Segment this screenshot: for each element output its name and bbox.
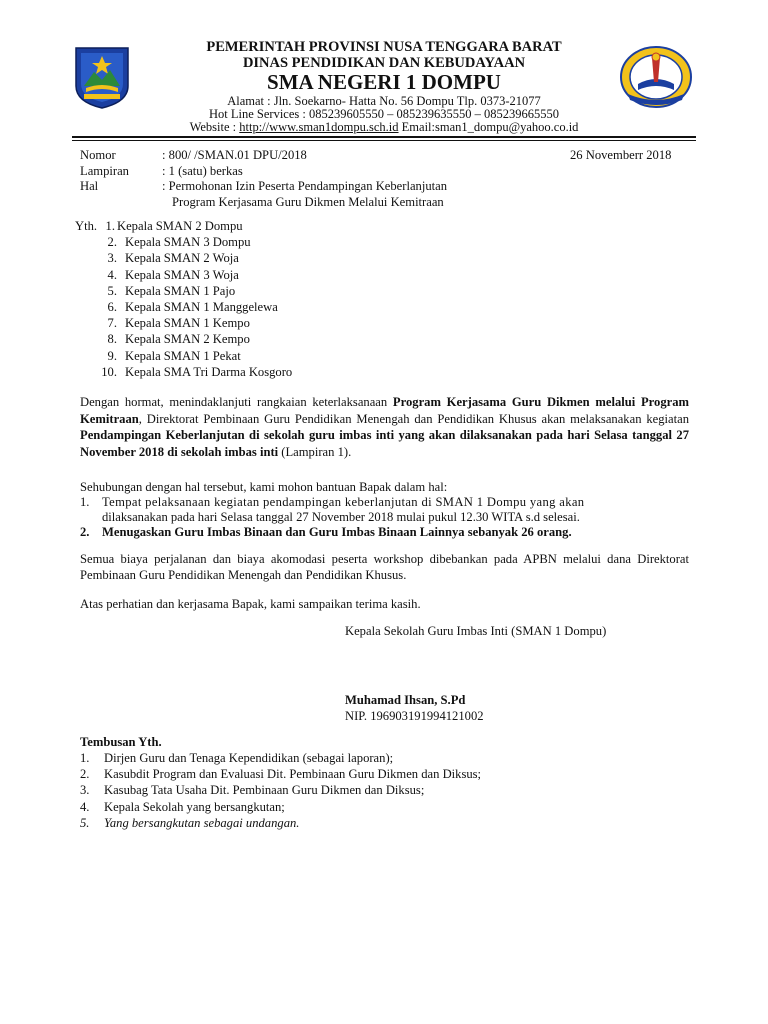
paragraph-1 [80,394,689,460]
website-link[interactable]: http://www.sman1dompu.sch.id [239,120,399,134]
lampiran-value: : 1 (satu) berkas [162,164,243,178]
recipient-name: Kepala SMAN 2 Woja [125,251,239,266]
point-2-text: Menugaskan Guru Imbas Binaan dan Guru Imbas Binaan Lainnya sebanyak 26 orang. [102,525,572,539]
recipient-name: Kepala SMA Tri Darma Kosgoro [125,364,293,379]
hal-value-2: Program Kerjasama Guru Dikmen Melalui Kemitraan [172,195,444,209]
cc-text: Yang bersangkutan sebagai undangan. [104,815,300,830]
recipient-number: 10. [101,364,117,379]
recipient-number: 2. [107,235,117,250]
signature-nip: NIP. 196903191994121002 [345,709,484,723]
website-label: Website : [189,120,240,134]
cc-text: Kepala Sekolah yang bersangkutan; [104,799,285,814]
header-line2: DINAS PENDIDIKAN DAN KEBUDAYAAN [242,55,526,71]
recipient-number: 8. [107,332,117,347]
signature-name: Muhamad Ihsan, S.Pd [345,693,466,707]
point-1-text-2: dilaksanakan pada hari Selasa tanggal 27 November 2018 mulai pukul 12.30 WITA s.d selesai. [102,510,580,524]
header-hotline: Hot Line Services : 085239605550 – 085239635550 – 085239665550 [209,107,559,121]
meta-hal [80,179,700,195]
signature-position: Kepala Sekolah Guru Imbas Inti (SMAN 1 Dompu) [345,624,607,638]
hal-label: Hal [80,179,99,193]
p1-text-e: (Lampiran 1). [278,444,352,459]
recipient-number: 3. [107,251,117,266]
recipient-number: 7. [107,316,117,331]
meta-hal-2 [80,195,700,211]
school-name: SMA NEGERI 1 DOMPU [267,70,501,94]
cc-text: Kasubdit Program dan Evaluasi Dit. Pembinaan Guru Dikmen dan Diksus; [104,767,482,782]
header-rule-thin [72,140,696,141]
cc-number: 1. [80,751,90,765]
p1-text-c: , Direktorat Pembinaan Guru Pendidikan Menengah dan Pendidikan Khusus akan melaksanakan kegiatan [138,411,689,426]
lampiran-label: Lampiran [80,164,129,178]
cc-number: 2. [80,767,90,782]
meta-lampiran [80,164,700,180]
recipient-name: Kepala SMAN 2 Dompu [117,219,243,233]
paragraph-4: Atas perhatian dan kerjasama Bapak, kami sampaikan terima kasih. [80,597,421,611]
point-1-text-1: Tempat pelaksanaan kegiatan pendampingan keberlanjutan di SMAN 1 Dompu yang akan [102,495,585,509]
recipient-number: 5. [107,283,117,298]
p1-program-name: Program Kerjasama Guru Dikmen melalui Program Kemitraan [80,395,689,426]
recipient-name: Kepala SMAN 1 Kempo [125,316,250,331]
nomor-value: : 800/ /SMAN.01 DPU/2018 [162,148,307,162]
p1-activity: Pendampingan Keberlanjutan di sekolah guru imbas inti yang akan dilaksanakan pada hari Selasa tanggal 27 November 2018 di sekolah imbas inti [80,428,689,459]
meta-nomor [80,148,700,164]
header-address: Alamat : Jln. Soekarno- Hatta No. 56 Dompu Tlp. 0373-21077 [227,94,541,108]
header-line1: PEMERINTAH PROVINSI NUSA TENGGARA BARAT [206,39,562,55]
recipient-name: Kepala SMAN 3 Dompu [125,235,251,250]
recipient-name: Kepala SMAN 2 Kempo [125,332,250,347]
cc-number: 5. [80,815,90,830]
recipient-name: Kepala SMAN 3 Woja [125,267,239,282]
hal-value-1: : Permohonan Izin Peserta Pendampingan Keberlanjutan [162,179,448,193]
p1-text-a: Dengan hormat, menindaklanjuti rangkaian keterlaksanaan [80,395,393,409]
header-rule-thick [72,136,696,138]
recipient-number: 1. [105,219,115,233]
cc-text: Dirjen Guru dan Tenaga Kependidikan (sebagai laporan); [104,751,394,765]
recipient-number: 9. [107,348,117,363]
recipient-name: Kepala SMAN 1 Manggelewa [125,300,278,314]
recipient-name: Kepala SMAN 1 Pajo [125,283,236,298]
paragraph-2-intro: Sehubungan dengan hal tersebut, kami mohon bantuan Bapak dalam hal: [80,480,448,494]
point-2-number: 2. [80,525,90,539]
recipient-number: 4. [107,267,117,282]
point-1-number: 1. [80,495,90,509]
cc-number: 4. [80,799,90,814]
cc-number: 3. [80,783,90,798]
letter-date: 26 Novemberr 2018 [570,148,672,162]
paragraph-3: Semua biaya perjalanan dan biaya akomodasi peserta workshop dibebankan pada APBN melalui dana Direktorat Pembinaan Guru Pendidikan Menengah dan Pendidikan Khusus. [80,552,689,582]
email-text: Email:sman1_dompu@yahoo.co.id [398,120,579,134]
cc-text: Kasubag Tata Usaha Dit. Pembinaan Guru Dikmen dan Diksus; [104,783,425,798]
recipient-name: Kepala SMAN 1 Pekat [125,348,241,363]
recipient-number: 6. [107,300,117,314]
header-website-line [0,120,768,135]
nomor-label: Nomor [80,148,116,162]
recipients-prefix: Yth. [75,219,98,233]
cc-title: Tembusan Yth. [80,735,162,749]
